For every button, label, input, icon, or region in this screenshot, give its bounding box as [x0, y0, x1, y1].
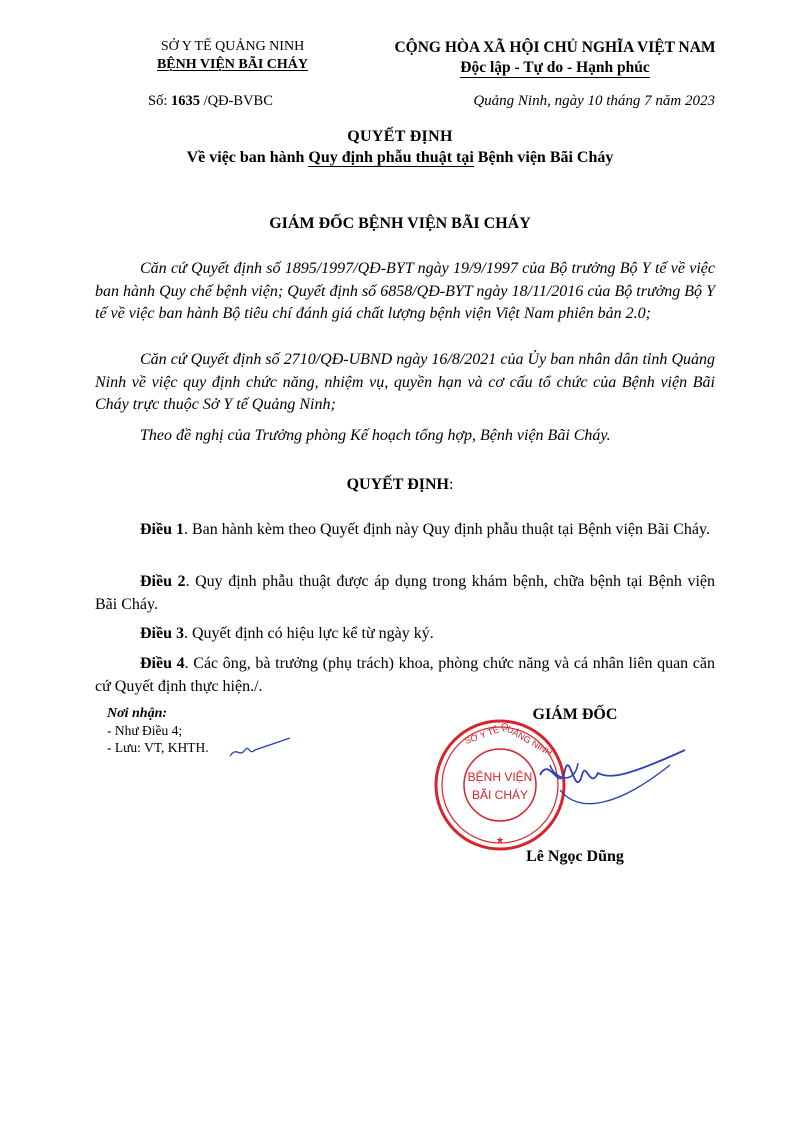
basis-paragraph-3	[95, 425, 715, 448]
initial-mark-icon	[225, 732, 295, 762]
date-line: Quảng Ninh, ngày 10 tháng 7 năm 2023	[473, 93, 715, 109]
doc-subject	[0, 149, 800, 167]
recipient-item: - Lưu: VT, KHTH.	[107, 740, 209, 755]
nation-header	[360, 38, 750, 78]
article-3	[95, 623, 715, 646]
doc-type-title: QUYẾT ĐỊNH	[347, 128, 453, 145]
motto-text: Độc lập - Tự do - Hạnh phúc	[460, 59, 650, 76]
signature-icon	[520, 745, 690, 825]
article-text: . Các ông, bà trưởng (phụ trách) khoa, phòng chức năng và cá nhân liên quan căn cứ Quyết định thực hiện./.	[95, 655, 716, 695]
authority-heading: GIÁM ĐỐC BỆNH VIỆN BÃI CHÁY	[269, 215, 531, 232]
basis-text: Theo đề nghị của Trưởng phòng Kế hoạch tổng hợp, Bệnh viện Bãi Cháy.	[140, 427, 611, 444]
number-value: 1635	[170, 93, 200, 109]
number-suffix: /QĐ-BVBC	[199, 93, 273, 109]
decision-heading-text: QUYẾT ĐỊNH	[346, 476, 449, 493]
article-text: . Ban hành kèm theo Quyết định này Quy định phẫu thuật tại Bệnh viện Bãi Cháy.	[184, 521, 710, 538]
recipient-item: - Như Điều 4;	[107, 723, 183, 738]
basis-paragraph-2	[95, 349, 715, 417]
decision-heading	[0, 476, 800, 494]
subject-post: Bệnh viện Bãi Cháy	[473, 149, 614, 166]
article-text: . Quyết định có hiệu lực kể từ ngày ký.	[184, 625, 434, 642]
article-label: Điều 1	[140, 521, 184, 538]
svg-text:★: ★	[495, 835, 505, 845]
svg-text:SỞ Y TẾ: SỞ Y TẾ	[463, 724, 501, 747]
nation-title: CỘNG HÒA XÃ HỘI CHỦ NGHĨA VIỆT NAM	[394, 39, 716, 56]
basis-text: Căn cứ Quyết định số 2710/QĐ-UBND ngày 16/8/2021 của Ủy ban nhân dân tỉnh Quảng Ninh về việc quy định chức năng, nhiệm vụ, quyền hạn và cơ cấu tổ chức của Bệnh viện Bãi Cháy trực thuộc Sở Y tế Quảng Ninh;	[95, 351, 715, 413]
org-name	[110, 56, 355, 74]
basis-paragraph-1	[95, 258, 715, 326]
recipients-heading: Nơi nhận:	[107, 706, 168, 721]
basis-text: Căn cứ Quyết định số 1895/1997/QĐ-BYT ngày 19/9/1997 của Bộ trưởng Bộ Y tế về việc ban hành Quy chế bệnh viện; Quyết định số 6858/QĐ-BYT ngày 18/11/2016 của Bộ trưởng Bộ Y tế về việc ban hành Bộ tiêu chí đánh giá chất lượng bệnh viện Việt Nam phiên bản 2.0;	[95, 260, 715, 322]
article-text: . Quy định phẫu thuật được áp dụng trong khám bệnh, chữa bệnh tại Bệnh viện Bãi Cháy.	[95, 573, 716, 613]
article-4	[95, 653, 715, 698]
org-name-text: BỆNH VIỆN BÃI CHÁY	[156, 57, 309, 72]
subject-pre: Về việc ban hành	[186, 149, 309, 166]
decision-colon: :	[448, 476, 454, 493]
signer-name: Lê Ngọc Dũng	[526, 848, 624, 865]
signer-title: GIÁM ĐỐC	[532, 706, 618, 723]
article-label: Điều 4	[140, 655, 185, 672]
article-label: Điều 2	[140, 573, 186, 590]
org-parent: SỞ Y TẾ QUẢNG NINH	[160, 39, 305, 54]
article-2	[95, 571, 715, 616]
article-label: Điều 3	[140, 625, 184, 642]
subject-underlined: Quy định phẫu thuật tại	[308, 149, 474, 166]
motto	[360, 58, 750, 78]
stamp-line-2: BÃI CHÁY	[471, 788, 529, 802]
article-1	[95, 519, 715, 542]
document-number	[148, 93, 273, 110]
number-prefix: Số:	[148, 93, 171, 109]
stamp-line-1: BỆNH VIỆN	[467, 770, 533, 784]
org-header	[110, 38, 355, 74]
recipients-block	[107, 705, 209, 756]
svg-text:QUẢNG NINH: QUẢNG NINH	[499, 720, 554, 758]
